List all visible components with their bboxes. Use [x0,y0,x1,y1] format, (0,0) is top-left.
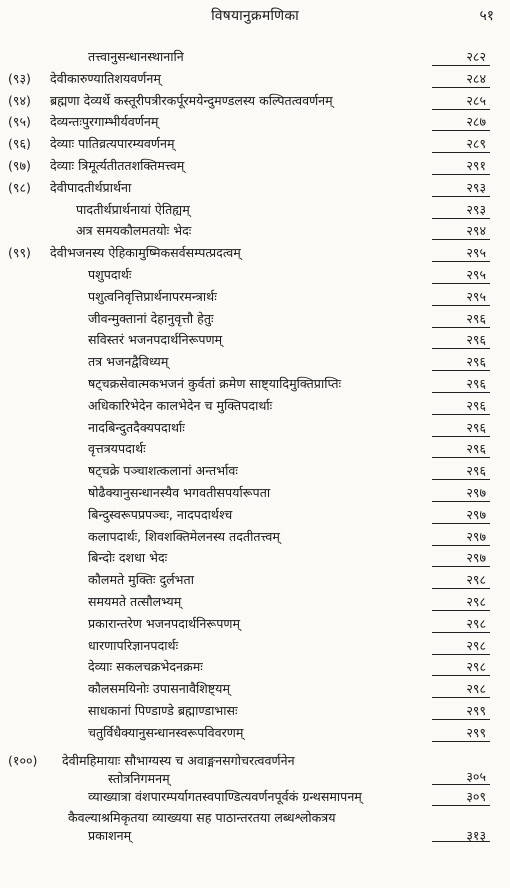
toc-entry [0,286,510,308]
entry-title: जीवन्मुक्तानां देहानुवृत्तौ हेतुः [88,310,214,326]
toc-entry [0,111,510,133]
page-underline [432,327,490,328]
entry-page: २८२ [466,49,486,64]
toc-entry [0,155,510,177]
entry-page: २९८ [466,615,486,631]
entry-title: तत्त्वानुसन्धानस्थानानि [88,49,184,64]
entry-title: तत्र भजनद्वैविध्यम् [88,354,169,370]
entry-title: कौलसमयिनोः उपासनावैशिष्ट्यम् [88,681,230,697]
entry-page: २९७ [466,528,486,544]
entry-title: प्रकारान्तरेण भजनपदार्थनिरूपणम् [88,615,240,631]
entry-title: पशुत्वनिवृत्तिप्रार्थनापरमन्त्रार्थः [88,288,217,304]
entry-page: २९७ [466,550,486,566]
toc-entry [0,308,510,330]
page-underline [432,283,490,284]
page-underline [432,479,490,480]
entry-title: षट्चक्रसेवात्मकभजनं कुर्वतां क्रमेण साष्ट्यादिमुक्तिप्राप्तिः [88,375,342,391]
toc-entry [0,133,510,155]
toc-entry [0,242,510,264]
page-underline [432,109,490,110]
page-underline [432,414,490,415]
page-underline [432,174,490,175]
entry-page: २८४ [466,70,486,86]
entry-title: देवीमहिमायाः सौभाग्यस्य च अवाङ्मनसगोचरत्ववर्णनेन [62,752,295,768]
entry-page: २९८ [466,659,486,675]
toc-entry [0,656,510,678]
toc-entry [0,547,510,569]
page-underline [432,675,490,676]
entry-number: (९५) [8,114,31,130]
toc-entry [0,591,510,613]
toc-entry [0,329,510,351]
toc-entry [0,68,510,90]
page-underline [432,196,490,197]
entry-title: षट्चक्रे पञ्चाशत्कलानां अन्तर्भावः [88,463,238,479]
entry-page: २९८ [466,637,486,653]
entry-title: चतुर्विधैक्यानुसन्धानस्वरूपविवरणम् [88,724,244,740]
entry-title: नादबिन्दुतदैक्यपदार्थाः [88,419,185,435]
page-underline [432,588,490,589]
page-underline [432,610,490,611]
entry-title: देव्यन्तःपुरगाम्भीर्यवर्णनम् [50,114,159,130]
toc-entry [0,90,510,112]
entry-title: बिन्दुस्वरूपप्रपञ्चः, नादपदार्थश्च [88,506,233,522]
entry-number: (९८) [8,179,31,195]
page-underline [432,501,490,502]
toc-entry [0,177,510,199]
toc-entry [0,807,510,843]
entry-page: २९८ [466,681,486,697]
page-underline [432,348,490,349]
toc-entry [0,417,510,439]
page-underline [432,370,490,371]
entry-title: अधिकारिभेदेन कालभेदेन च मुक्तिपदार्थाः [88,397,273,413]
entry-page: २९५ [466,288,486,304]
entry-number: (१००) [8,752,38,768]
entry-page: २९७ [466,484,486,500]
entry-title: कलापदार्थः, शिवशक्तिमेलनस्य तदतीतत्त्वम् [88,528,280,544]
page-underline [432,784,490,785]
toc-entry [0,395,510,417]
toc-entry [0,46,510,68]
page-number: ५१ [479,8,494,24]
page-underline [432,697,490,698]
page-underline [432,392,490,393]
entry-title-continued: प्रकाशनम् [88,828,132,844]
entry-page: २९९ [466,724,486,740]
entry-page: २९६ [466,375,486,391]
toc-entry [0,373,510,395]
entry-page: २९३ [466,201,486,217]
entry-title: धारणापरिज्ञानपदार्थः [88,637,179,653]
entry-page: २९१ [466,157,486,173]
page-underline [432,805,490,806]
toc-entry [0,460,510,482]
entry-page: २९७ [466,506,486,522]
entry-page: ३०९ [466,788,486,804]
entry-title: देवीभजनस्य ऐहिकामुष्मिकसर्वसम्पत्प्रदत्वम् [50,245,241,261]
entry-page: २९३ [466,179,486,195]
page-underline [432,87,490,88]
entry-number: (९७) [8,157,31,173]
page-underline [432,239,490,240]
page-underline [432,654,490,655]
entry-page: २९६ [466,310,486,326]
entry-page: २९६ [466,463,486,479]
page-underline [432,545,490,546]
entry-title: व्याख्यात्रा वंशपारम्पर्यागतस्वपाण्डित्यवर्णनपूर्वकं ग्रन्थसमापनम् [88,788,362,804]
page-underline [432,152,490,153]
table-of-contents [0,46,510,843]
page-underline [432,305,490,306]
toc-entry [0,786,510,808]
entry-page: ३०५ [466,768,486,784]
page-underline [432,261,490,262]
entry-page: २९६ [466,397,486,413]
toc-entry [0,750,510,786]
toc-entry [0,722,510,744]
entry-title: समयमते तत्सौलभ्यम् [88,593,182,609]
entry-number: (९३) [8,70,31,86]
toc-entry [0,504,510,526]
toc-entry [0,199,510,221]
entry-title: देवीकारुण्यातिशयवर्णनम् [50,70,161,86]
toc-entry [0,678,510,700]
entry-title: वृत्तत्रयपदार्थः [88,441,146,457]
entry-page: २९४ [466,223,486,239]
entry-title: कैवल्याश्रमिकृतया व्याख्यया सह पाठान्तरतया लब्धश्लोकत्रय [68,810,336,826]
entry-title: बिन्दोः दशधा भेदः [88,550,168,566]
entry-number: (९६) [8,136,31,152]
entry-page: ३१३ [466,828,486,844]
toc-entry [0,526,510,548]
toc-entry [0,635,510,657]
toc-entry [0,264,510,286]
page-underline [432,841,490,842]
entry-title: सविस्तरं भजनपदार्थनिरूपणम् [88,332,223,348]
entry-title: देवीपादतीर्थप्रार्थना [50,179,132,195]
entry-page: २८९ [466,136,486,152]
entry-page: २९६ [466,332,486,348]
entry-title: देव्याः सकलचक्रभेदनक्रमः [88,659,203,675]
entry-title: षोढैक्यानुसन्धानस्यैव भगवतीसपर्यारूपता [88,484,271,500]
entry-page: २९८ [466,572,486,588]
entry-page: २८७ [466,114,486,130]
entry-title-continued: स्तोत्रनिगमनम् [108,770,170,786]
entry-page: २९६ [466,419,486,435]
toc-entry [0,482,510,504]
entry-page: २९८ [466,593,486,609]
entry-title: देव्याः त्रिमूर्त्यतीततशक्तिमत्त्वम् [50,157,185,173]
page-underline [432,130,490,131]
toc-entry [0,613,510,635]
entry-page: २८५ [466,92,486,108]
entry-page: २९९ [466,702,486,718]
toc-entry [0,220,510,242]
page-underline [432,741,490,742]
entry-page: २९६ [466,354,486,370]
toc-entry [0,700,510,722]
entry-page: २९५ [466,245,486,261]
page-underline [432,457,490,458]
page-underline [432,218,490,219]
entry-page: २९६ [466,441,486,457]
page-underline [432,632,490,633]
entry-title: अत्र समयकौलमतयोः भेदः [76,223,192,239]
entry-title: कौलमते मुक्तिः दुर्लभता [88,572,194,588]
toc-entry [0,569,510,591]
page-underline [432,436,490,437]
entry-number: (९४) [8,92,31,108]
page-underline [432,566,490,567]
page-underline [432,65,490,66]
entry-title: देव्याः पातिव्रत्यपारम्यवर्णनम् [50,136,175,152]
entry-title: साधकानां पिण्डाण्डे ब्रह्माण्डाभासः [88,702,238,718]
page-underline [432,523,490,524]
entry-page: २९५ [466,266,486,282]
entry-title: पशुपदार्थः [88,266,132,282]
page-underline [432,719,490,720]
entry-number: (९९) [8,245,31,261]
entry-title: ब्रह्मणा देव्यर्थे कस्तूरीपत्रीरकर्पूरमयेन्दुमण्डलस्य कल्पितत्ववर्णनम् [50,92,333,108]
entry-title: पादतीर्थप्रार्थनायां ऐतिह्यम् [76,201,190,217]
toc-entry [0,351,510,373]
toc-entry [0,438,510,460]
page-title: विषयानुक्रमणिका [211,8,299,24]
